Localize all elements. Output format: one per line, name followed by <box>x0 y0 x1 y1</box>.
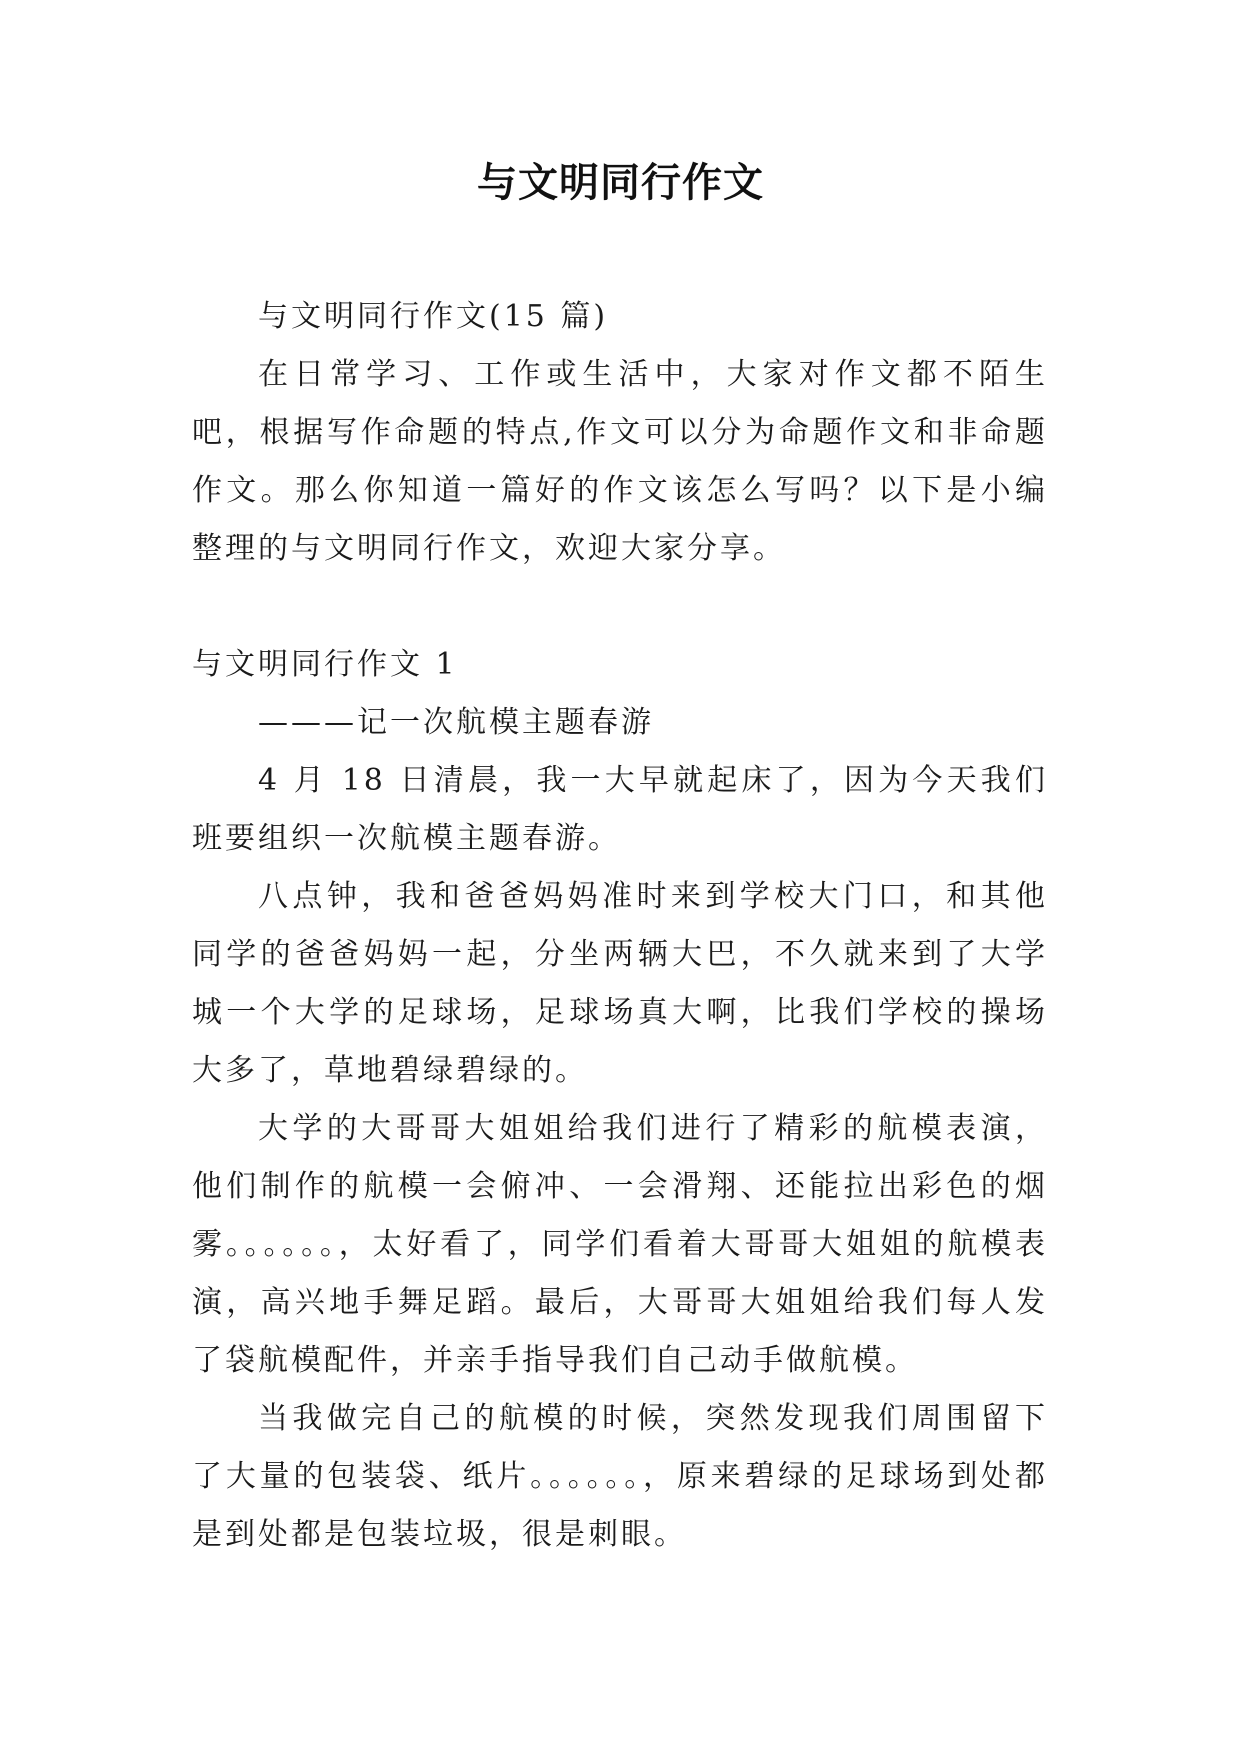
intro-subtitle: 与文明同行作文(15 篇) <box>258 299 609 334</box>
document-body <box>192 288 1048 1564</box>
intro-paragraph: 在日常学习、工作或生活中，大家对作文都不陌生吧，根据写作命题的特点,作文可以分为命题作文和非命题作文。那么你知道一篇好的作文该怎么写吗？以下是小编整理的与文明同行作文，欢迎大家分享。 <box>192 357 1048 566</box>
essay-paragraph: 当我做完自己的航模的时候，突然发现我们周围留下了大量的包装袋、纸片。。。。。。，原来碧绿的足球场到处都是到处都是包装垃圾，很是刺眼。 <box>192 1401 1048 1552</box>
essay-subheading: ———记一次航模主题春游 <box>258 705 654 740</box>
section-spacer <box>192 578 1048 636</box>
essay-paragraph: 4 月 18 日清晨，我一大早就起床了，因为今天我们班要组织一次航模主题春游。 <box>192 763 1048 856</box>
essay-paragraph: 大学的大哥哥大姐姐给我们进行了精彩的航模表演，他们制作的航模一会俯冲、一会滑翔、还能拉出彩色的烟雾。。。。。。，太好看了，同学们看着大哥哥大姐姐的航模表演，高兴地手舞足蹈。最后，大哥哥大姐姐给我们每人发了袋航模配件，并亲手指导我们自己动手做航模。 <box>192 1111 1048 1378</box>
essay-paragraph: 八点钟，我和爸爸妈妈准时来到学校大门口，和其他同学的爸爸妈妈一起，分坐两辆大巴，不久就来到了大学城一个大学的足球场，足球场真大啊，比我们学校的操场大多了，草地碧绿碧绿的。 <box>192 879 1048 1088</box>
document-title: 与文明同行作文 <box>477 160 764 206</box>
essay-heading: 与文明同行作文 1 <box>192 647 458 682</box>
